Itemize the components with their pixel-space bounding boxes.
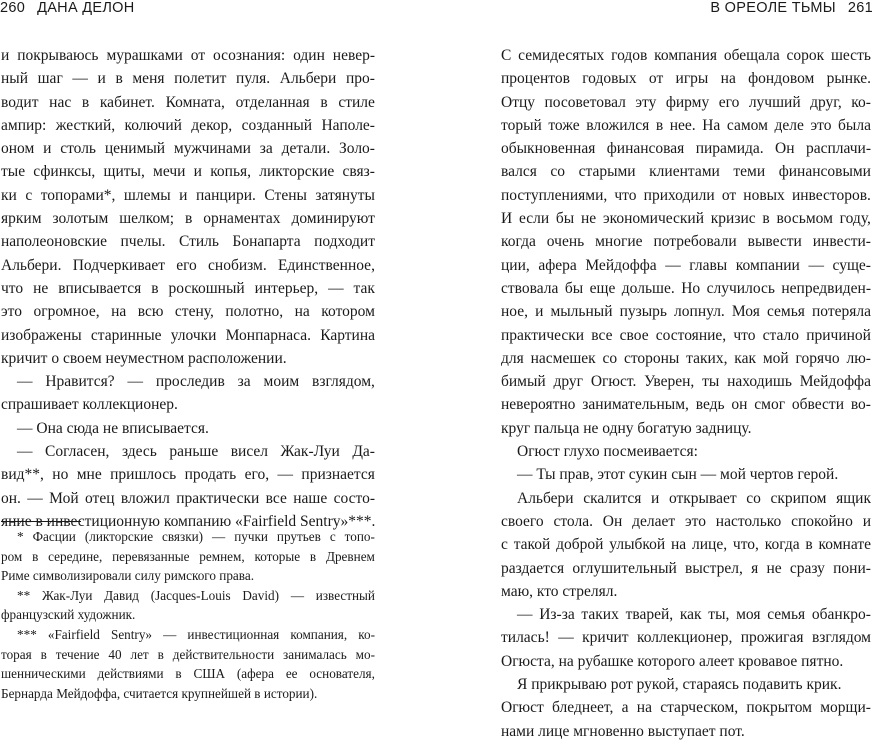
footnote-line: ** Жак-Луи Давид (Jacques-Louis David) — известный bbox=[17, 587, 375, 603]
footnote-line: Риме символизировали силу римского права. bbox=[1, 568, 254, 584]
text-line: — Она сюда не вписывается. bbox=[17, 419, 209, 437]
text-line: Альбери скалится и открывает со скрипом ящик bbox=[517, 489, 871, 507]
right-body-text bbox=[501, 44, 871, 743]
text-line: Огюста, на рубашке которого алеет кровавое пятно. bbox=[501, 652, 844, 670]
right-running-head-title: В ОРЕОЛЕ ТЬМЫ bbox=[710, 0, 836, 16]
text-line: тилась! — кричит коллекционер, прожигая взглядом bbox=[501, 629, 871, 647]
text-line: практически все свое состояние, что стало причиной bbox=[501, 326, 871, 344]
text-line: вался со старыми клиентами теми финансовыми bbox=[501, 163, 871, 181]
text-line: Огюст глухо посмеивается: bbox=[517, 443, 698, 461]
left-page-number: 260 bbox=[0, 0, 26, 16]
text-line: кричит о своем неуместном расположении. bbox=[1, 349, 287, 367]
right-running-head bbox=[710, 0, 873, 16]
text-line: нами лице мгновенно выступает пот. bbox=[501, 722, 745, 740]
text-line: изображены старинные улочки Монпарнаса. Картина bbox=[1, 326, 375, 344]
text-line: когда очень многие потребовали вывести инвести- bbox=[501, 233, 871, 251]
text-line: ствовала бы еще дольше. Но случилось непредвиден- bbox=[501, 279, 871, 297]
text-line: поступлениями, что приходили от новых инвесторов. bbox=[501, 186, 871, 204]
footnote-line: торая в течение 40 лет в действительности занималась мо- bbox=[1, 646, 375, 662]
text-line: Альбери. Подчеркивает его снобизм. Единственное, bbox=[1, 256, 375, 274]
text-line: Я прикрываю рот рукой, стараясь подавить крик. bbox=[517, 676, 842, 694]
footnote-line: Бернарда Мейдоффа, считается крупнейшей в истории). bbox=[1, 685, 318, 701]
text-line: вид**, но мне пришлось продать его, — признается bbox=[1, 466, 375, 484]
text-line: ки с топорами*, шлемы и панцири. Стены затянуты bbox=[1, 186, 375, 204]
text-line: И если бы не экономический кризис в восьмом году, bbox=[501, 210, 871, 228]
text-line: что не вписывается в роскошный интерьер, — так bbox=[1, 279, 375, 297]
text-line: С семидесятых годов компания обещала сорок шесть bbox=[501, 47, 871, 64]
text-line: раздается оглушительный выстрел, я не сразу пони- bbox=[501, 559, 871, 577]
text-line: он. — Мой отец вложил практически все наше состо- bbox=[1, 489, 375, 507]
text-line: с такой доброй улыбкой на лице, что, когда в комнате bbox=[501, 536, 871, 554]
text-line: это огромное, на всю стену, полотно, на котором bbox=[1, 303, 375, 321]
text-line: ампир: жесткий, колючий декор, созданный Наполе- bbox=[1, 116, 375, 134]
text-line: — Из-за таких тварей, как ты, моя семья обанкро- bbox=[517, 606, 871, 624]
text-line: обыкновенная финансовая пирамида. Он расплачи- bbox=[501, 140, 871, 158]
footnotes bbox=[1, 527, 375, 703]
footnote-line: *** «Fairfield Sentry» — инвестиционная компания, ко- bbox=[17, 626, 375, 642]
text-line: ное, и мыльный пузырь лопнул. Моя семья потеряла bbox=[501, 303, 871, 321]
text-line: спрашивает коллекционер. bbox=[1, 396, 178, 414]
text-line: для насмешек со стороны таких, как мой горячо лю- bbox=[501, 349, 871, 367]
left-running-head bbox=[0, 0, 135, 16]
text-line: маю, кто стрелял. bbox=[501, 582, 618, 600]
text-line: Огюст бледнеет, а на старческом, покрытом морщи- bbox=[501, 699, 871, 717]
text-line: бимый друг Огюст. Уверен, ты находишь Мейдоффа bbox=[501, 373, 871, 391]
text-line: оном и столь ценимый мужчинами за детали. Золо- bbox=[1, 140, 375, 158]
text-line: ный шаг — и в меня полетит пуля. Альбери про- bbox=[1, 70, 375, 88]
text-line: — Согласен, здесь раньше висел Жак-Луи Да- bbox=[17, 443, 375, 461]
footnote-line: шенническими действиями в США (афера ее основателя, bbox=[1, 666, 375, 682]
left-page bbox=[0, 0, 420, 701]
text-line: процентов годовых от игры на фондовом рынке. bbox=[501, 70, 871, 88]
footnote-line: французский художник. bbox=[1, 607, 136, 623]
footnote-line: * Фасции (ликторские связки) — пучки прутьев с топо- bbox=[17, 529, 375, 544]
right-page-number: 261 bbox=[847, 0, 873, 16]
left-running-head-title: ДАНА ДЕЛОН bbox=[37, 0, 135, 16]
text-line: — Нравится? — проследив за моим взглядом, bbox=[17, 373, 375, 391]
text-line: невероятно занимательным, ведь он смог обвести во- bbox=[501, 396, 871, 414]
text-line: тые сфинксы, щиты, мечи и копья, ликторские связ- bbox=[1, 163, 375, 181]
text-line: торый тоже вложился в нее. На самом деле это была bbox=[501, 116, 871, 134]
text-line: яние в инвестиционную компанию «Fairfield Sentry»***. bbox=[1, 512, 375, 530]
text-line: наполеоновские пчелы. Стиль Бонапарта подходит bbox=[1, 233, 375, 251]
text-line: ции, афера Мейдоффа — главы компании — суще- bbox=[501, 256, 871, 274]
text-line: ярким золотым шелком; в орнаментах доминируют bbox=[1, 210, 375, 228]
footnote-line: ром в середине, перевязанные ремнем, которые в Древнем bbox=[1, 548, 375, 564]
text-line: своего стола. Он делает это настолько спокойно и bbox=[501, 512, 871, 530]
left-body-text bbox=[1, 44, 375, 533]
text-line: водит нас в кабинет. Комната, отделанная в стиле bbox=[1, 93, 375, 111]
footnote-rule bbox=[1, 521, 81, 522]
text-line: и покрываюсь мурашками от осознания: один невер- bbox=[1, 47, 375, 64]
text-line: Отцу посоветовал эту фирму его лучший друг, ко- bbox=[501, 93, 871, 111]
right-page bbox=[453, 0, 873, 740]
text-line: круг пальца не одну богатую задницу. bbox=[501, 419, 752, 437]
text-line: — Ты прав, этот сукин сын — мой чертов герой. bbox=[517, 466, 839, 484]
